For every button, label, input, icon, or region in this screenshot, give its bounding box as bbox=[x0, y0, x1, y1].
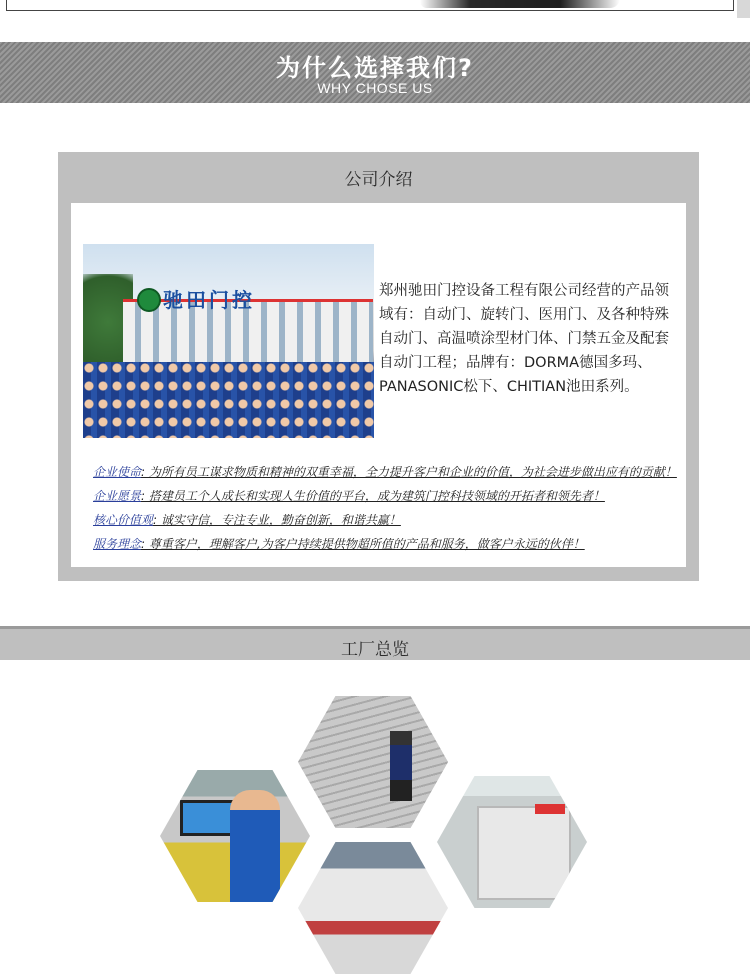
banner-title: 为什么选择我们? bbox=[276, 54, 474, 82]
top-frame bbox=[0, 0, 750, 20]
company-intro-body bbox=[71, 203, 686, 567]
sidebar-block bbox=[737, 0, 750, 18]
photo-staff-group bbox=[83, 362, 374, 438]
value-label: 企业愿景 bbox=[93, 489, 142, 503]
value-row-mission bbox=[93, 460, 683, 484]
value-text: : 诚实守信，专注专业，勤奋创新，和谐共赢！ bbox=[153, 513, 401, 527]
banner-subtitle: WHY CHOSE US bbox=[317, 80, 433, 96]
factory-photo-cnc-operator bbox=[160, 770, 310, 902]
factory-overview-title: 工厂总览 bbox=[341, 640, 409, 660]
company-intro-card bbox=[58, 152, 699, 581]
value-row-vision bbox=[93, 484, 683, 508]
value-row-core-values bbox=[93, 508, 683, 532]
value-text: : 为所有员工谋求物质和精神的双重幸福，全力提升客户和企业的价值，为社会进步做出应有的贡献！ bbox=[141, 465, 677, 479]
previous-section-frame bbox=[6, 0, 734, 11]
company-description: 郑州驰田门控设备工程有限公司经营的产品领域有：自动门、旋转门、医用门、及各种特殊自动门、高温喷涂型材门体、门禁五金及配套自动门工程；品牌有：DORMA德国多玛、PANASONIC松下、CHITIAN池田系列。 bbox=[379, 283, 669, 395]
factory-overview-bar bbox=[0, 626, 750, 660]
value-text: : 搭建员工个人成长和实现人生价值的平台，成为建筑门控科技领域的开拓者和领先者！ bbox=[141, 489, 605, 503]
factory-photo-spray-booth bbox=[437, 776, 587, 908]
company-values-list bbox=[93, 460, 683, 556]
value-text: : 尊重客户，理解客户,为客户持续提供物超所值的产品和服务，做客户永远的伙伴！ bbox=[141, 537, 585, 551]
factory-photo-profiles bbox=[298, 696, 448, 828]
value-row-service bbox=[93, 532, 683, 556]
value-label: 企业使命 bbox=[93, 465, 142, 479]
factory-photo-workshop bbox=[298, 842, 448, 974]
company-group-photo bbox=[83, 244, 374, 438]
value-label: 核心价值观 bbox=[93, 513, 154, 527]
company-intro-title: 公司介绍 bbox=[344, 170, 413, 190]
value-label: 服务理念 bbox=[93, 537, 142, 551]
photo-company-sign: 驰田门控 bbox=[163, 288, 255, 312]
product-image-fragment bbox=[420, 0, 620, 8]
why-choose-us-banner bbox=[0, 42, 750, 103]
company-logo-icon bbox=[137, 288, 161, 312]
